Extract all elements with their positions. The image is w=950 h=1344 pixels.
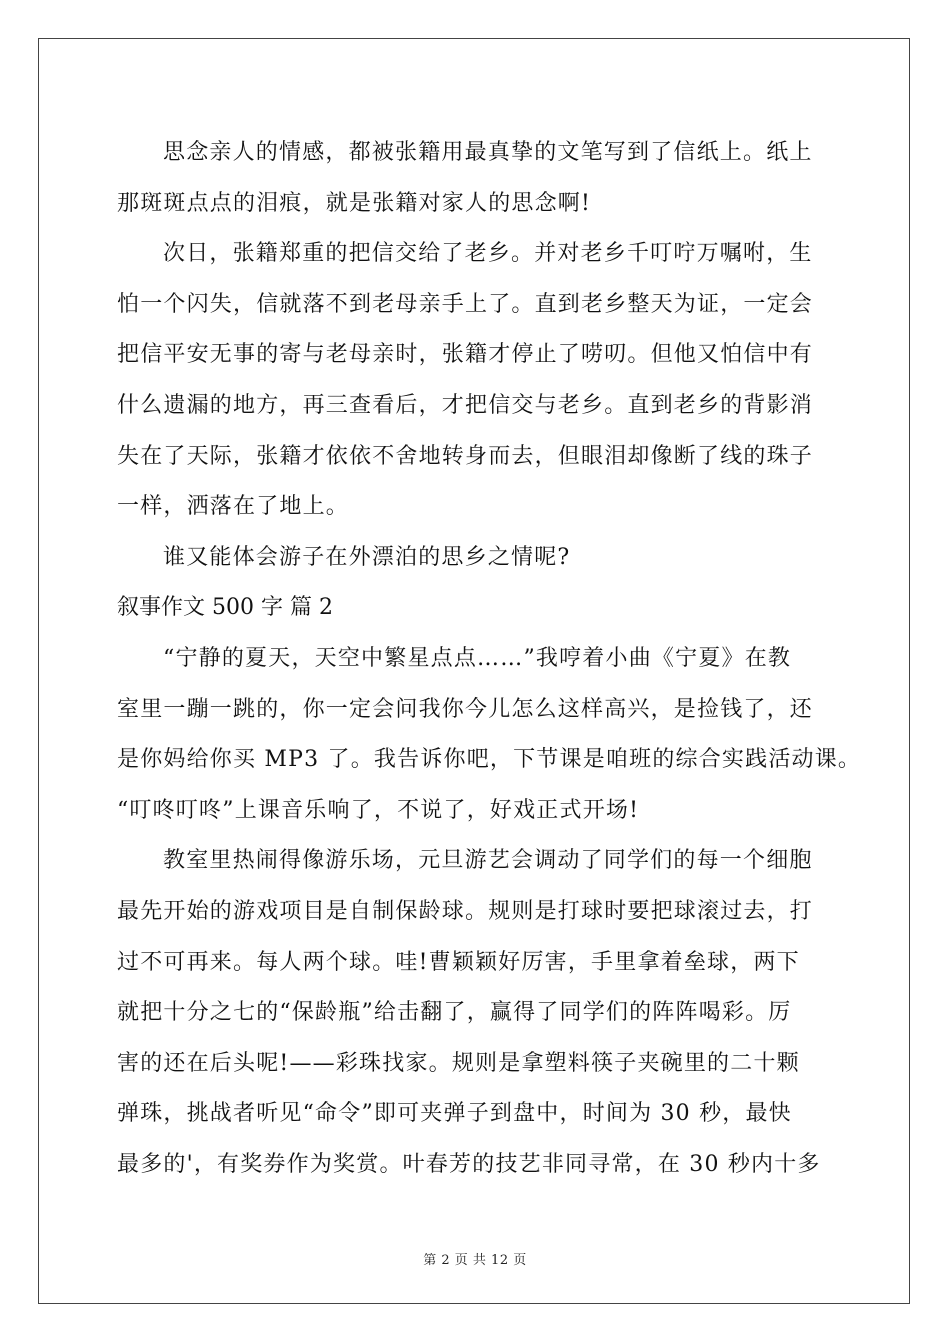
paragraph xyxy=(117,128,837,229)
document-body xyxy=(117,128,862,1190)
text-line: “宁静的夏天，天空中繁星点点……”我哼着小曲《宁夏》在教 xyxy=(163,645,792,671)
section-heading xyxy=(117,583,837,634)
heading-text: 叙事作文 500 字 篇 2 xyxy=(117,595,333,621)
text-line: 室里一蹦一跳的，你一定会问我你今儿怎么这样高兴，是捡钱了，还 xyxy=(117,696,814,722)
text-line: 一样，洒落在了地上。 xyxy=(117,494,350,520)
text-line: 失在了天际，张籍才依依不舍地转身而去，但眼泪却像断了线的珠子 xyxy=(117,443,814,469)
text-line: “叮咚叮咚”上课音乐响了，不说了，好戏正式开场! xyxy=(117,797,640,823)
text-line: 弹珠，挑战者听见“命令”即可夹弹子到盘中，时间为 30 秒，最快 xyxy=(117,1101,792,1127)
text-line: 最多的'，有奖券作为奖赏。叶春芳的技艺非同寻常，在 30 秒内十多 xyxy=(117,1151,821,1177)
paragraph xyxy=(117,634,862,836)
text-line: 教室里热闹得像游乐场，元旦游艺会调动了同学们的每一个细胞 xyxy=(163,848,813,874)
text-line: 思念亲人的情感，都被张籍用最真挚的文笔写到了信纸上。纸上 xyxy=(163,140,813,165)
paragraph xyxy=(117,229,837,533)
text-line: 把信平安无事的寄与老母亲时，张籍才停止了唠叨。但他又怕信中有 xyxy=(117,342,814,368)
paragraph xyxy=(117,836,837,1190)
text-line: 那斑斑点点的泪痕，就是张籍对家人的思念啊! xyxy=(117,190,592,216)
text-line: 最先开始的游戏项目是自制保龄球。规则是打球时要把球滚过去，打 xyxy=(117,898,814,924)
text-line: 过不可再来。每人两个球。哇!曹颖颖好厉害，手里拿着垒球，两下 xyxy=(117,949,800,975)
page-number-footer: 第 2 页 共 12 页 xyxy=(423,1253,527,1268)
text-line: 就把十分之七的“保龄瓶”给击翻了，赢得了同学们的阵阵喝彩。厉 xyxy=(117,1000,792,1026)
paragraph xyxy=(117,533,837,584)
text-line: 谁又能体会游子在外漂泊的思乡之情呢? xyxy=(163,544,571,570)
text-line: 次日，张籍郑重的把信交给了老乡。并对老乡千叮咛万嘱咐，生 xyxy=(163,241,813,267)
text-line: 害的还在后头呢!——彩珠找家。规则是拿塑料筷子夹碗里的二十颗 xyxy=(117,1050,800,1076)
text-line: 什么遗漏的地方，再三查看后，才把信交与老乡。直到老乡的背影消 xyxy=(117,392,814,418)
text-line: 是你妈给你买 MP3 了。我告诉你吧，下节课是咱班的综合实践活动课。 xyxy=(117,747,862,773)
text-line: 怕一个闪失，信就落不到老母亲手上了。直到老乡整天为证，一定会 xyxy=(117,291,814,317)
